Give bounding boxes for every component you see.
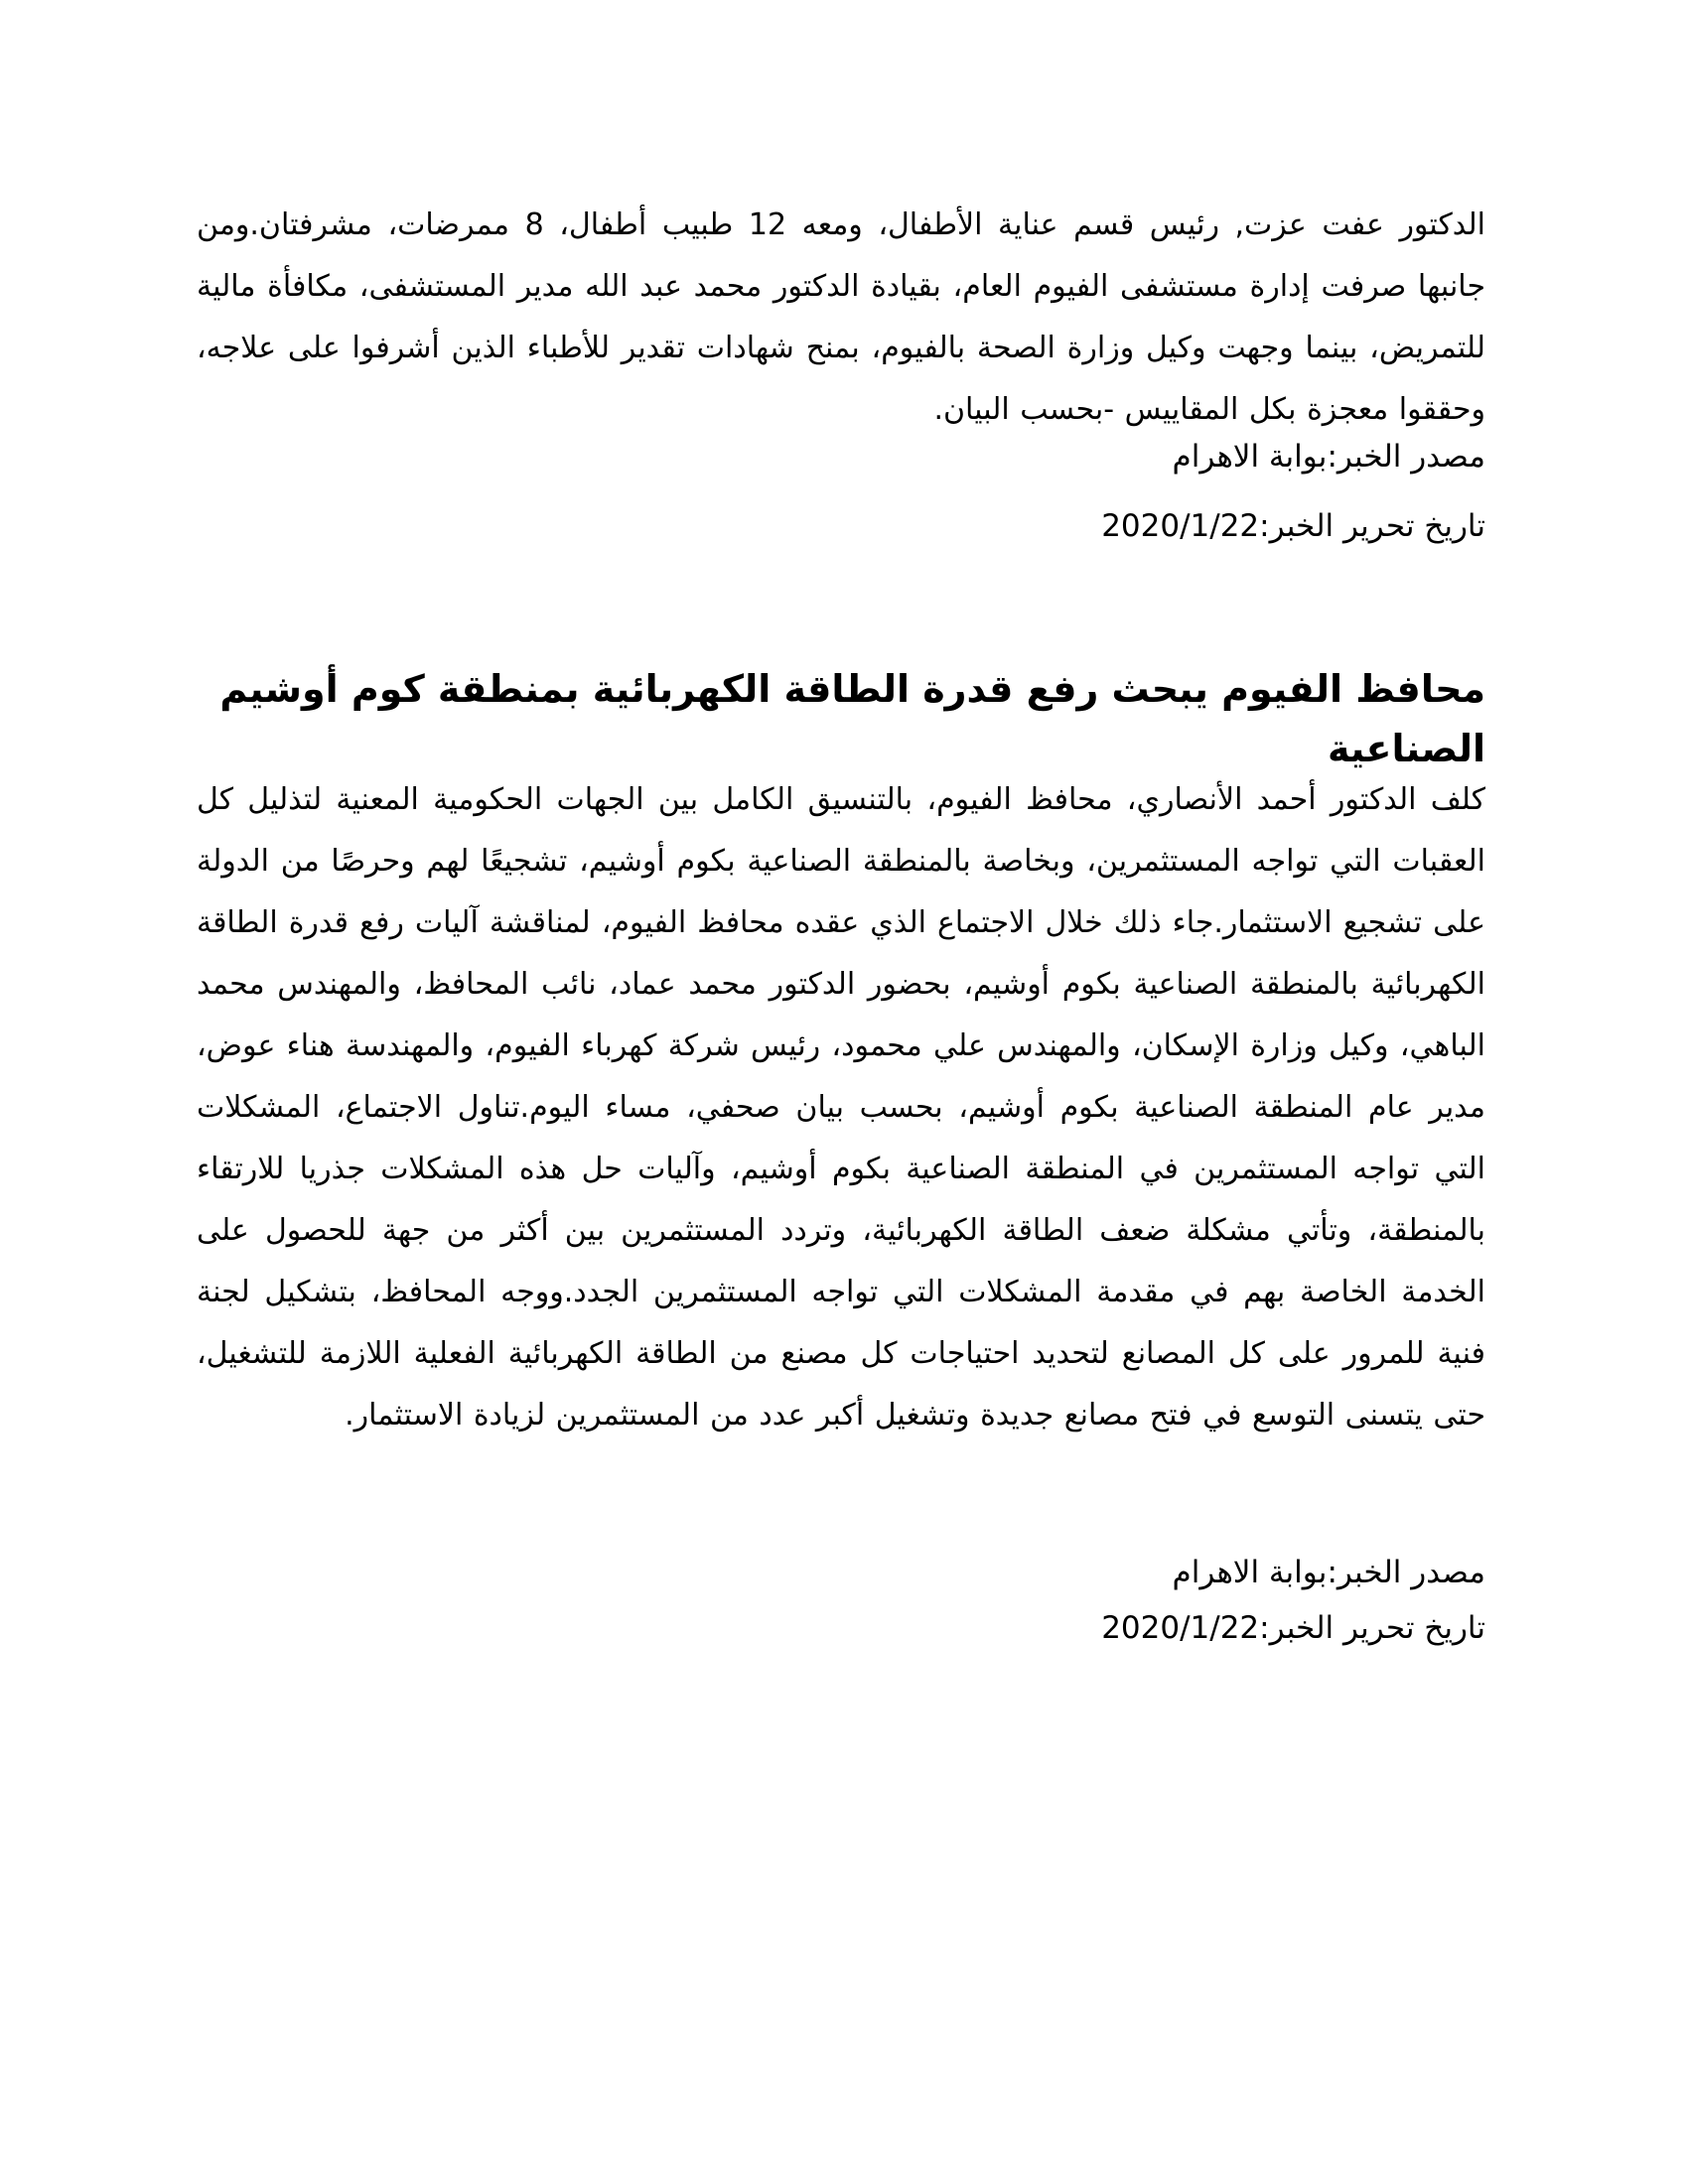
article-1-source: مصدر الخبر:بوابة الاهرام xyxy=(1172,439,1485,475)
article-1-source-block xyxy=(197,435,1485,478)
article-1-body: الدكتور عفت عزت, رئيس قسم عناية الأطفال، ومعه 12 طبيب أطفال، 8 ممرضات، مشرفتان.ومن جانبها صرفت إدارة مستشفى الفيوم العام، بقيادة الدكتور محمد عبد الله مدير المستشفى، مكافأة مالية للتمريض، بينما وجهت وكيل وزارة الصحة بالفيوم، بمنح شهادات تقدير للأطباء الذين أشرفوا على علاجه، وحققوا معجزة بكل المقاييس -بحسب البيان. xyxy=(197,207,1485,427)
article-2-source-block xyxy=(197,1551,1485,1594)
article-1-body-block xyxy=(197,195,1485,441)
article-2-body-block xyxy=(197,769,1485,1446)
article-1-date: تاريخ تحرير الخبر:2020/1/22 xyxy=(1101,508,1485,544)
article-2-date: تاريخ تحرير الخبر:2020/1/22 xyxy=(1101,1610,1485,1646)
article-2-source: مصدر الخبر:بوابة الاهرام xyxy=(1172,1555,1485,1590)
article-1-date-block xyxy=(197,504,1485,548)
article-2-date-block xyxy=(197,1606,1485,1650)
article-2-title: محافظ الفيوم يبحث رفع قدرة الطاقة الكهربائية بمنطقة كوم أوشيم الصناعية xyxy=(219,667,1485,770)
article-2-body: كلف الدكتور أحمد الأنصاري، محافظ الفيوم، بالتنسيق الكامل بين الجهات الحكومية المعنية لتذليل كل العقبات التي تواجه المستثمرين، وبخاصة بالمنطقة الصناعية بكوم أوشيم، تشجيعًا لهم وحرصًا من الدولة على تشجيع الاستثمار.جاء ذلك خلال الاجتماع الذي عقده محافظ الفيوم، لمناقشة آليات رفع قدرة الطاقة الكهربائية بالمنطقة الصناعية بكوم أوشيم، بحضور الدكتور محمد عماد، نائب المحافظ، والمهندس محمد الباهي، وكيل وزارة الإسكان، والمهندس علي محمود، رئيس شركة كهرباء الفيوم، والمهندسة هناء عوض، مدير عام المنطقة الصناعية بكوم أوشيم، بحسب بيان صحفي، مساء اليوم.تناول الاجتماع، المشكلات التي تواجه المستثمرين في المنطقة الصناعية بكوم أوشيم، وآليات حل هذه المشكلات جذريا للارتقاء بالمنطقة، وتأتي مشكلة ضعف الطاقة الكهربائية، وتردد المستثمرين بين أكثر من جهة للحصول على الخدمة الخاصة بهم في مقدمة المشكلات التي تواجه المستثمرين الجدد.ووجه المحافظ، بتشكيل لجنة فنية للمرور على كل المصانع لتحديد احتياجات كل مصنع من الطاقة الكهربائية الفعلية اللازمة للتشغيل، حتى يتسنى التوسع في فتح مصانع جديدة وتشغيل أكبر عدد من المستثمرين لزيادة الاستثمار. xyxy=(197,782,1485,1433)
